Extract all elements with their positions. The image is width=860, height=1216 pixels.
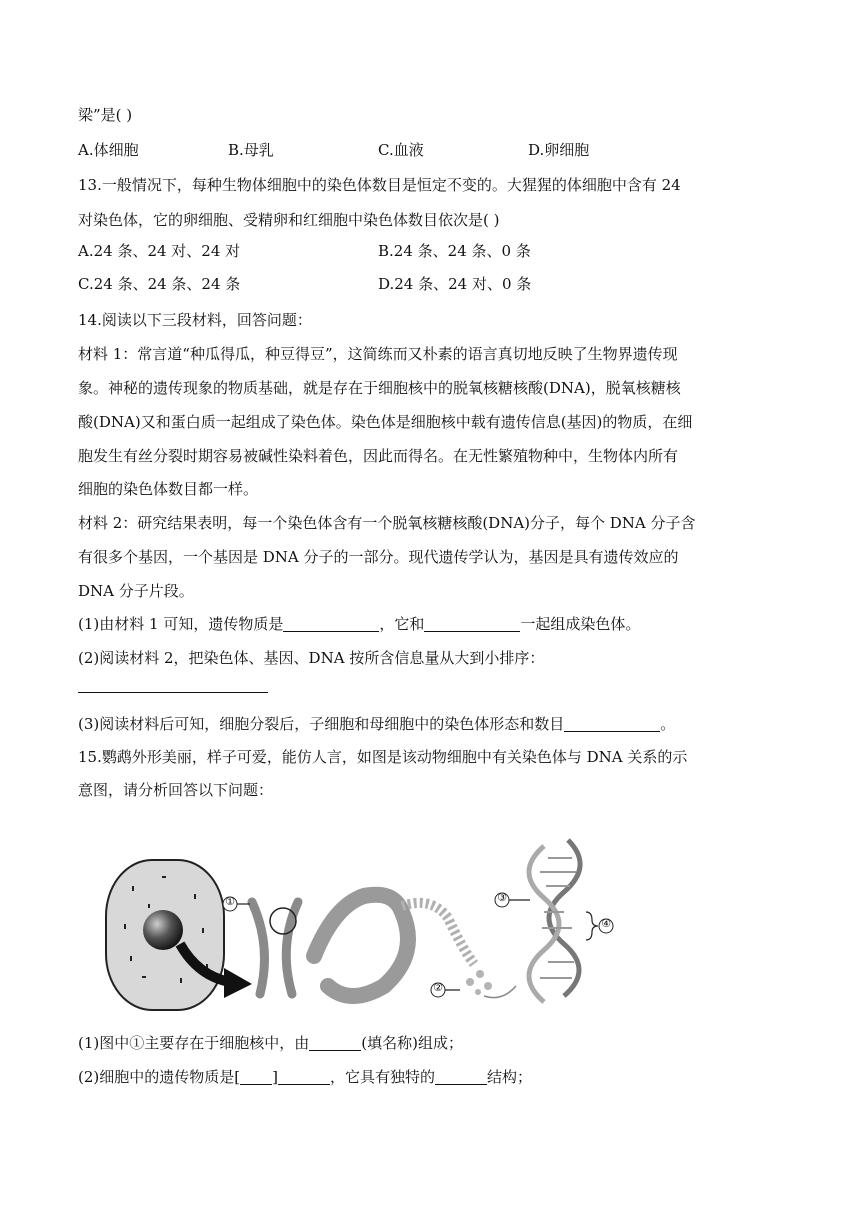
q14-sub1-blank-1[interactable] (283, 615, 379, 632)
q14-material2-line: 有很多个基因，一个基因是 DNA 分子的一部分。现代遗传学认为，基因是具有遗传效应的 (78, 548, 679, 566)
figure-label-4: ④ (601, 917, 611, 930)
q12-option-c: C.血液 (378, 141, 424, 159)
q14-sub3 (78, 714, 675, 734)
chromosome-x (252, 902, 298, 994)
q14-material1-line: 材料 1：常言道“种瓜得瓜，种豆得豆”，这简练而又朴素的语言真切地反映了生物界遗传现 (78, 345, 678, 363)
q15-sub1 (78, 1033, 463, 1053)
q12-option-a: A.体细胞 (78, 141, 139, 159)
q14-sub3-blank[interactable] (564, 715, 660, 732)
q14-sub3-text-a: (3)阅读材料后可知，细胞分裂后，子细胞和母细胞中的染色体形态和数目 (78, 715, 565, 733)
q12-stem-tail: 梁”是( ) (78, 106, 133, 124)
figure-label-1: ① (225, 895, 235, 908)
q14-material1-line: 胞发生有丝分裂时期容易被碱性染料着色，因此而得名。在无性繁殖物种中，生物体内所有 (78, 447, 679, 465)
q14-sub1 (78, 614, 640, 634)
q15-sub2-text-a: (2)细胞中的遗传物质是[ (78, 1068, 241, 1086)
q14-material1-line: 象。神秘的遗传现象的物质基础，就是存在于细胞核中的脱氧核糖核酸(DNA)，脱氧核糖核 (78, 379, 681, 397)
q15-stem-line1: 15.鹦鹉外形美丽，样子可爱，能仿人言，如图是该动物细胞中有关染色体与 DNA 关系的示 (78, 748, 688, 766)
q15-sub2-blank-1[interactable] (240, 1068, 272, 1085)
q15-sub1-text-a: (1)图中①主要存在于细胞核中，由 (78, 1034, 310, 1052)
q14-sub3-text-b: 。 (660, 715, 676, 733)
diagram-svg (102, 836, 682, 1012)
q15-sub2-blank-3[interactable] (435, 1068, 487, 1085)
q15-stem-line2: 意图，请分析回答以下问题： (78, 781, 274, 799)
q14-sub1-text-c: 一起组成染色体。 (520, 615, 641, 633)
nucleus (143, 910, 183, 950)
q14-sub2: (2)阅读材料 2，把染色体、基因、DNA 按所含信息量从大到小排序： (78, 649, 545, 667)
q15-sub2-text-d: 结构； (486, 1068, 532, 1086)
q13-stem-line2: 对染色体，它的卵细胞、受精卵和红细胞中染色体数目依次是( ) (78, 211, 500, 229)
q13-option-b: B.24 条、24 条、0 条 (378, 242, 531, 260)
q14-sub1-text-a: (1)由材料 1 可知，遗传物质是 (78, 615, 284, 633)
q13-option-a: A.24 条、24 对、24 对 (78, 242, 241, 260)
q14-material2-line: DNA 分子片段。 (78, 582, 194, 600)
arrow-head (224, 968, 252, 998)
nucleosome-beads (466, 970, 492, 995)
q15-sub2-blank-2[interactable] (278, 1068, 330, 1085)
q14-material1-line: 酸(DNA)又和蛋白质一起组成了染色体。染色体是细胞核中载有遗传信息(基因)的物质，在细 (78, 413, 693, 431)
label-4-bracket (586, 912, 598, 940)
q14-sub1-blank-2[interactable] (424, 615, 520, 632)
q13-option-d: D.24 条、24 对、0 条 (378, 275, 532, 293)
q15-sub2-text-c: ，它具有独特的 (329, 1068, 435, 1086)
q14-sub2-answer-line[interactable] (78, 692, 268, 693)
q15-sub2-text-b: ] (272, 1068, 278, 1086)
q13-option-c: C.24 条、24 条、24 条 (78, 275, 241, 293)
q15-sub1-blank[interactable] (309, 1034, 361, 1051)
chromosome-dna-diagram (102, 836, 682, 1012)
chromatin-coil (314, 895, 408, 996)
figure-label-3: ③ (497, 891, 507, 904)
dna-strand-a (549, 840, 580, 996)
q12-option-b: B.母乳 (228, 141, 274, 159)
q15-sub1-text-b: (填名称)组成； (361, 1034, 463, 1052)
figure-label-2: ② (433, 981, 443, 994)
q13-stem-line1: 13.一般情况下，每种生物体细胞中的染色体数目是恒定不变的。大猩猩的体细胞中含有 24 (78, 176, 681, 194)
q14-stem: 14.阅读以下三段材料，回答问题： (78, 311, 312, 329)
q12-option-d: D.卵细胞 (528, 141, 590, 159)
q15-sub2 (78, 1067, 532, 1087)
q14-material1-line: 细胞的染色体数目都一样。 (78, 480, 259, 498)
q14-material2-line: 材料 2：研究结果表明，每一个染色体含有一个脱氧核糖核酸(DNA)分子，每个 DNA 分子含 (78, 514, 696, 532)
q14-sub1-text-b: ，它和 (379, 615, 425, 633)
